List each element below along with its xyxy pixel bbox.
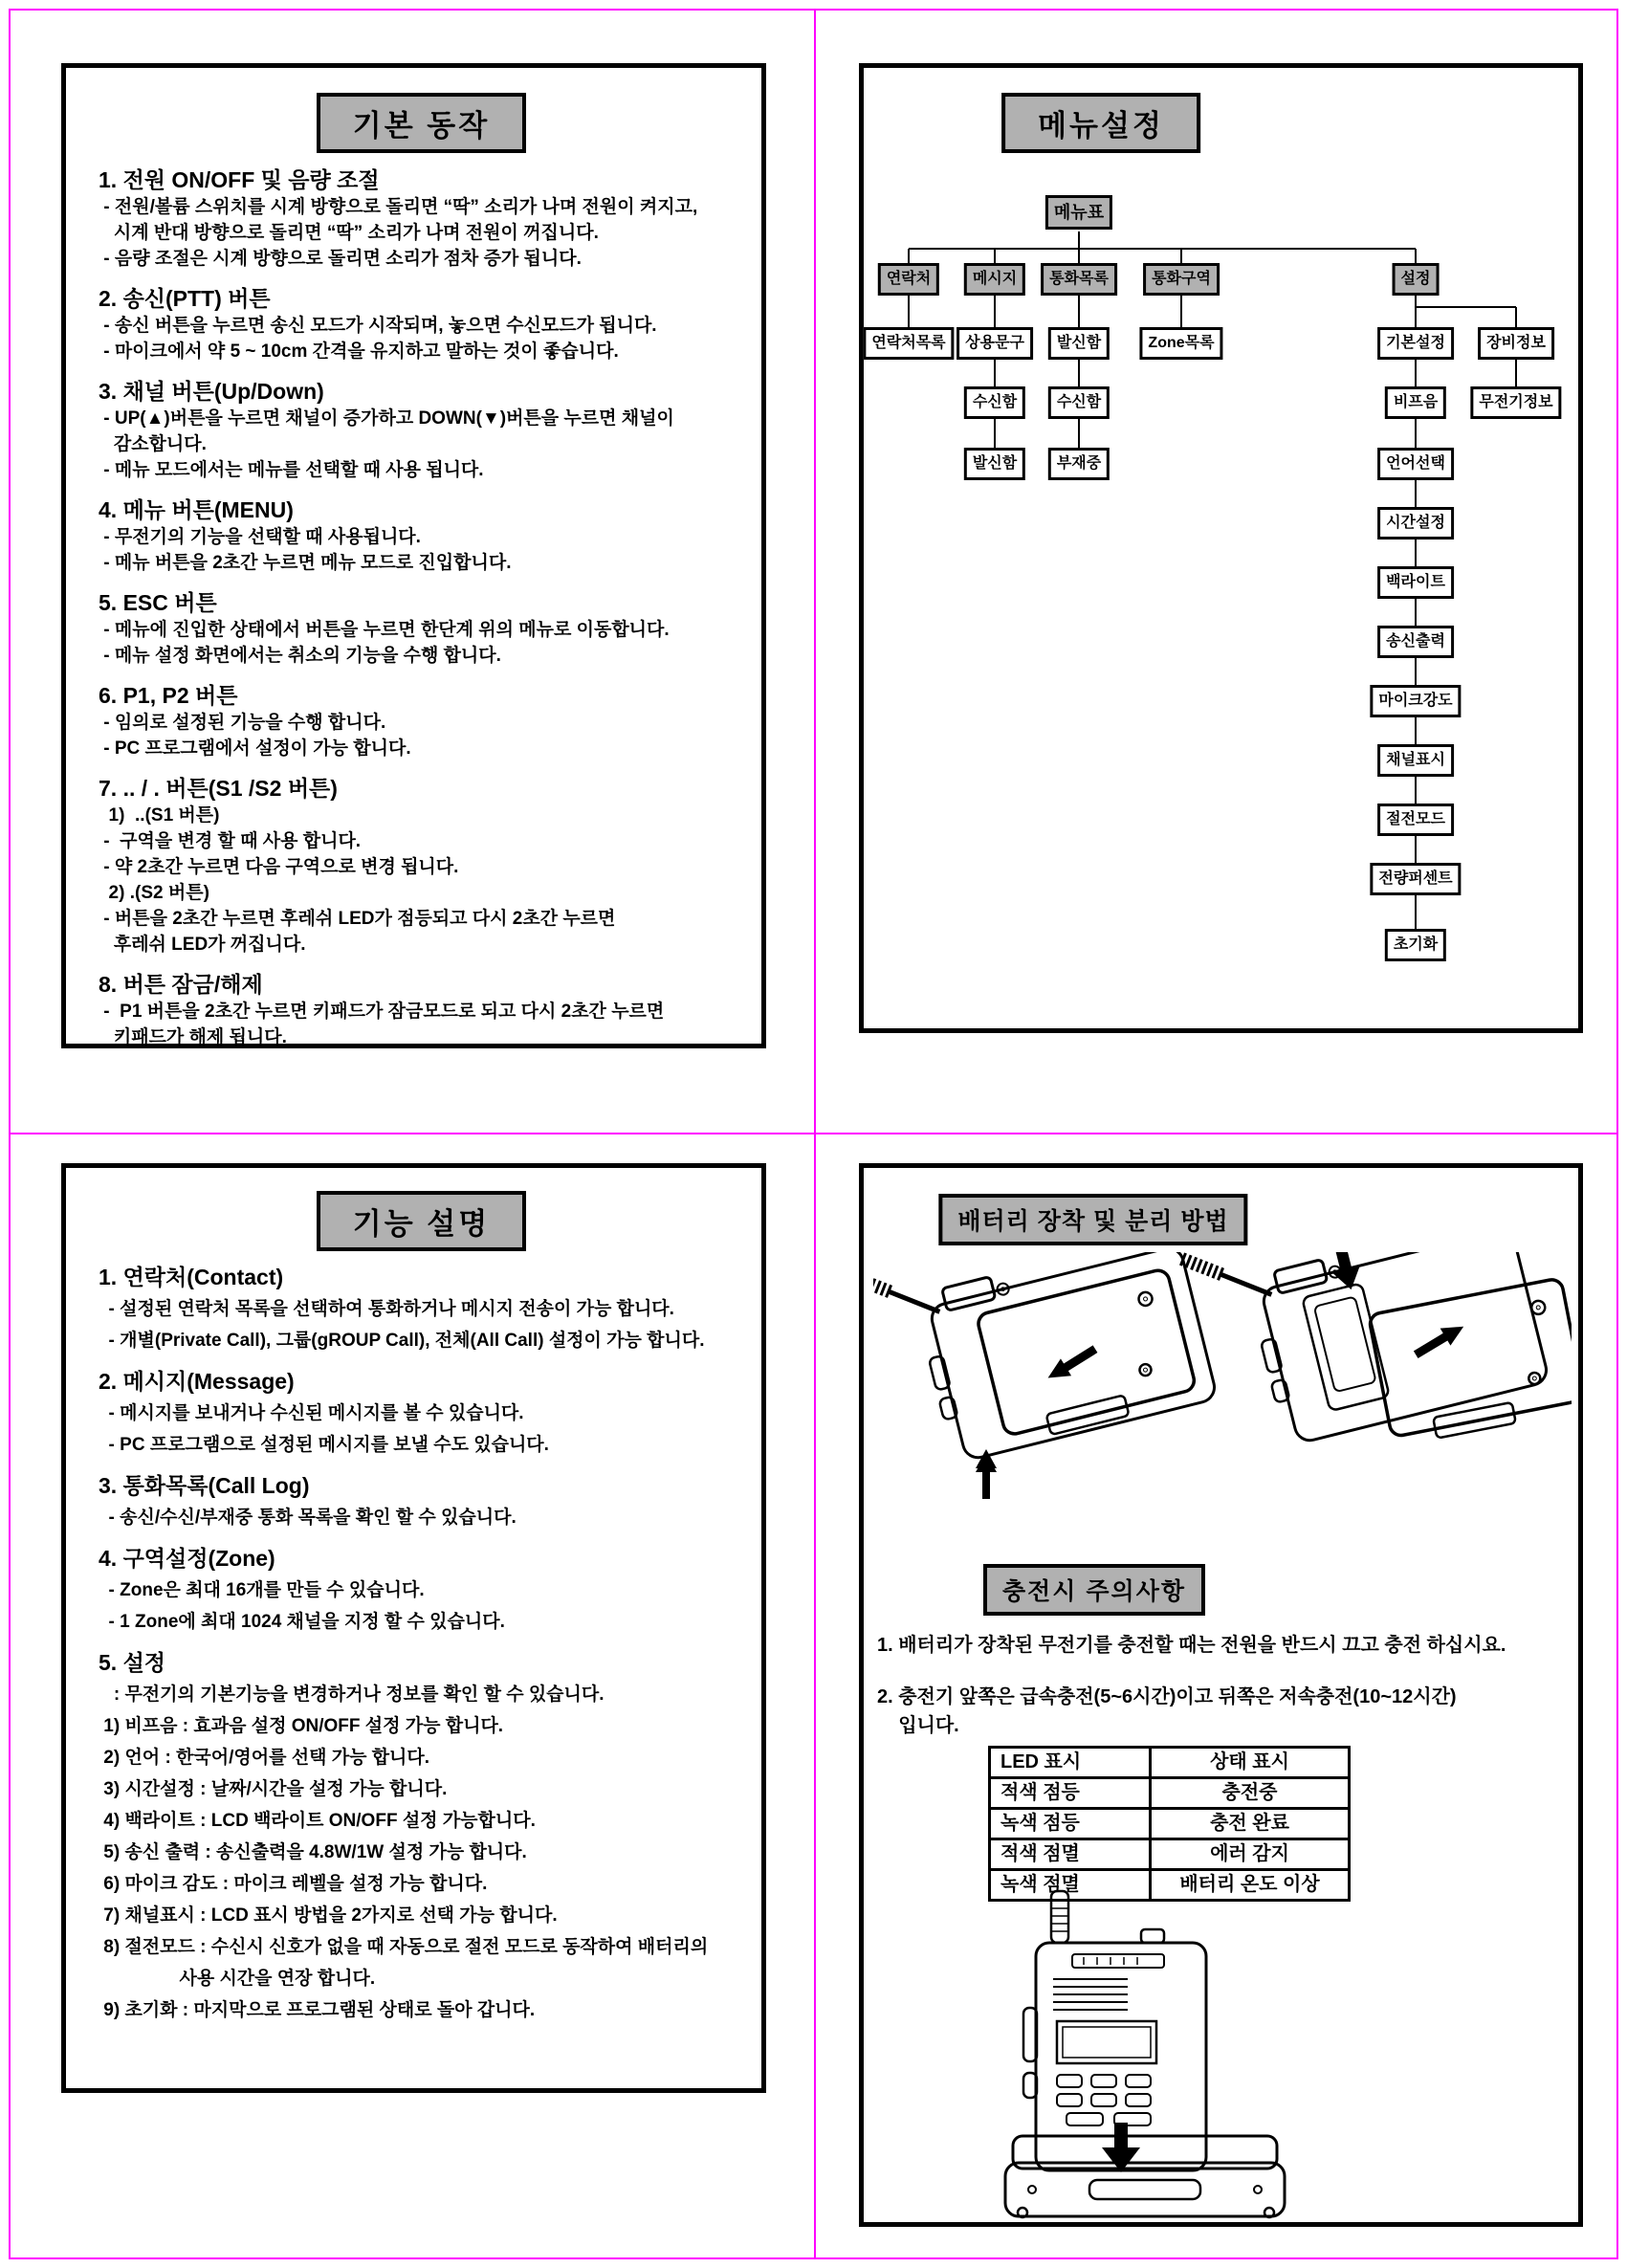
section-line: - 개별(Private Call), 그룹(gROUP Call), 전체(All Call) 설정이 가능 합니다. xyxy=(99,1331,705,1351)
menu-node-message: 메시지 xyxy=(964,263,1025,296)
section-line: - 송신/수신/부재중 통화 목록을 확인 할 수 있습니다. xyxy=(99,1508,517,1528)
section-line: - 무전기의 기능을 선택할 때 사용됩니다. xyxy=(99,527,421,547)
section-line: 5) 송신 출력 : 송신출력을 4.8W/1W 설정 가능 합니다. xyxy=(99,1842,527,1862)
panel-charging-title: 충전시 주의사항 xyxy=(983,1564,1205,1616)
section-heading: 5. 설정 xyxy=(99,1650,166,1675)
section-line: 3) 시간설정 : 날짜/시간을 설정 가능 합니다. xyxy=(99,1779,448,1799)
section-line: - 버튼을 2초간 누르면 후레쉬 LED가 점등되고 다시 2초간 누르면 xyxy=(99,909,616,929)
basic-section-p1p2 xyxy=(99,681,744,761)
menu-node-tx-power: 송신출력 xyxy=(1377,626,1454,658)
menu-node-language: 언어선택 xyxy=(1377,448,1454,480)
charging-note: 입니다. xyxy=(877,1715,959,1736)
section-line: - Zone은 최대 16개를 만들 수 있습니다. xyxy=(99,1580,425,1600)
section-line: - 전원/볼륨 스위치를 시계 방향으로 돌리면 “딱” 소리가 나며 전원이 켜지고, xyxy=(99,197,698,217)
crop-guide-horizontal xyxy=(9,1133,1618,1134)
charger-illustration xyxy=(998,1887,1294,2220)
flowchart-connectors xyxy=(864,68,1578,1028)
section-line: 2) .(S2 버튼) xyxy=(99,883,209,903)
section-heading: 1. 전원 ON/OFF 및 음량 조절 xyxy=(99,167,380,192)
section-line: 7) 채널표시 : LCD 표시 방법을 2가지로 선택 가능 합니다. xyxy=(99,1905,558,1926)
section-line: - 메뉴 버튼을 2초간 누르면 메뉴 모드로 진입합니다. xyxy=(99,553,512,573)
section-line: 2) 언어 : 한국어/영어를 선택 가능 합니다. xyxy=(99,1748,430,1768)
section-line: - 1 Zone에 최대 1024 채널을 지정 할 수 있습니다. xyxy=(99,1612,505,1632)
battery-attach-illustration xyxy=(873,1252,1572,1510)
panel-battery-charging xyxy=(859,1163,1583,2227)
section-line: 사용 시간을 연장 합니다. xyxy=(99,1969,376,1989)
panel-basic-title: 기본 동작 xyxy=(317,93,526,153)
menu-node-time: 시간설정 xyxy=(1377,507,1454,539)
panel-menu-title: 메뉴설정 xyxy=(1001,93,1200,153)
feature-section-settings xyxy=(99,1646,744,2026)
section-line: - 구역을 변경 할 때 사용 합니다. xyxy=(99,831,362,851)
menu-node-root: 메뉴표 xyxy=(1045,195,1112,230)
section-line: - 설정된 연락처 목록을 선택하여 통화하거나 메시지 전송이 가능 합니다. xyxy=(99,1299,674,1319)
section-line: 4) 백라이트 : LCD 백라이트 ON/OFF 설정 가능합니다. xyxy=(99,1811,536,1831)
basic-section-menu-btn xyxy=(99,495,744,576)
table-cell: 녹색 점등 xyxy=(990,1809,1151,1839)
panel-battery-title: 배터리 장착 및 분리 방법 xyxy=(938,1194,1247,1245)
menu-node-settings: 설정 xyxy=(1393,263,1440,296)
panel-menu-setting xyxy=(859,63,1583,1033)
section-line: - PC 프로그램으로 설정된 메시지를 보낼 수도 있습니다. xyxy=(99,1435,549,1455)
led-status-table xyxy=(988,1746,1351,1902)
menu-node-log-outgoing: 발신함 xyxy=(1048,327,1110,360)
panel-basic-operation xyxy=(61,63,766,1048)
section-heading: 7. .. / . 버튼(S1 /S2 버튼) xyxy=(99,776,338,801)
section-line: 9) 초기화 : 마지막으로 프로그램된 상태로 돌아 갑니다. xyxy=(99,2000,536,2020)
section-line: - PC 프로그램에서 설정이 가능 합니다. xyxy=(99,738,411,759)
section-line: 후레쉬 LED가 꺼집니다. xyxy=(99,935,306,955)
section-heading: 2. 송신(PTT) 버튼 xyxy=(99,286,271,311)
table-header-status: 상태 표시 xyxy=(1151,1748,1350,1778)
section-heading: 3. 채널 버튼(Up/Down) xyxy=(99,379,324,404)
table-cell: 적색 점등 xyxy=(990,1778,1151,1809)
feature-section-calllog xyxy=(99,1469,744,1533)
basic-section-esc xyxy=(99,588,744,669)
section-line: - P1 버튼을 2초간 누르면 키패드가 잠금모드로 되고 다시 2초간 누르면 xyxy=(99,1002,665,1022)
section-line: - 임의로 설정된 기능을 수행 합니다. xyxy=(99,713,386,733)
section-line: - 음량 조절은 시계 방향으로 돌리면 소리가 점차 증가 됩니다. xyxy=(99,249,582,269)
menu-node-zone: 통화구역 xyxy=(1143,263,1220,296)
section-line: 키패드가 해제 됩니다. xyxy=(99,1027,287,1047)
section-heading: 3. 통화목록(Call Log) xyxy=(99,1473,310,1498)
section-line: 1) ..(S1 버튼) xyxy=(99,805,220,826)
table-cell: 적색 점멸 xyxy=(990,1839,1151,1870)
table-cell: 배터리 온도 이상 xyxy=(1151,1870,1350,1901)
section-heading: 1. 연락처(Contact) xyxy=(99,1265,284,1289)
section-line: - 메뉴에 진입한 상태에서 버튼을 누르면 한단계 위의 메뉴로 이동합니다. xyxy=(99,620,670,640)
section-line: 1) 비프음 : 효과음 설정 ON/OFF 설정 가능 합니다. xyxy=(99,1716,504,1736)
charging-note: 1. 배터리가 장착된 무전기를 충전할 때는 전원을 반드시 끄고 충전 하십시요. xyxy=(877,1635,1506,1656)
table-cell: 에러 감지 xyxy=(1151,1839,1350,1870)
section-line: - UP(▲)버튼을 누르면 채널이 증가하고 DOWN(▼)버튼을 누르면 채널이 xyxy=(99,408,674,429)
section-heading: 2. 메시지(Message) xyxy=(99,1369,295,1394)
section-line: 6) 마이크 감도 : 마이크 레벨을 설정 가능 합니다. xyxy=(99,1874,488,1894)
feature-section-zone xyxy=(99,1542,744,1638)
basic-section-s1s2 xyxy=(99,774,744,958)
menu-node-backlight: 백라이트 xyxy=(1377,566,1454,599)
menu-node-msg-inbox: 수신함 xyxy=(964,386,1025,419)
menu-node-batt-percent: 전량퍼센트 xyxy=(1370,863,1461,895)
section-line: 시계 반대 방향으로 돌리면 “딱” 소리가 나며 전원이 꺼집니다. xyxy=(99,223,599,243)
table-cell: 충전중 xyxy=(1151,1778,1350,1809)
charging-note: 2. 충전기 앞쪽은 급속충전(5~6시간)이고 뒤쪽은 저속충전(10~12시간) xyxy=(877,1686,1457,1707)
menu-node-calllog: 통화목록 xyxy=(1041,263,1117,296)
section-heading: 8. 버튼 잠금/해제 xyxy=(99,972,263,997)
section-line: - 메뉴 모드에서는 메뉴를 선택할 때 사용 됩니다. xyxy=(99,460,484,480)
basic-section-ptt xyxy=(99,284,744,364)
section-line: - 마이크에서 약 5 ~ 10cm 간격을 유지하고 말하는 것이 좋습니다. xyxy=(99,341,619,362)
table-cell: 녹색 점멸 xyxy=(990,1870,1151,1901)
table-row xyxy=(990,1839,1350,1870)
table-cell: 충전 완료 xyxy=(1151,1809,1350,1839)
section-line: - 송신 버튼을 누르면 송신 모드가 시작되며, 놓으면 수신모드가 됩니다. xyxy=(99,316,657,336)
section-heading: 6. P1, P2 버튼 xyxy=(99,683,238,708)
menu-node-msg-outbox: 발신함 xyxy=(964,448,1025,480)
menu-node-beep: 비프음 xyxy=(1385,386,1446,419)
feature-section-contact xyxy=(99,1261,744,1356)
charging-notes xyxy=(877,1631,1506,1740)
feature-section-message xyxy=(99,1365,744,1461)
menu-node-reset: 초기화 xyxy=(1385,929,1446,961)
menu-node-contact-list: 연락처목록 xyxy=(863,327,954,360)
menu-node-log-missed: 부재중 xyxy=(1048,448,1110,480)
section-line: - 약 2초간 누르면 다음 구역으로 변경 됩니다. xyxy=(99,857,459,877)
menu-node-basic-setting: 기본설정 xyxy=(1377,327,1454,360)
basic-section-power xyxy=(99,165,744,272)
menu-node-device-info: 장비정보 xyxy=(1478,327,1554,360)
section-line: 8) 절전모드 : 수신시 신호가 없을 때 자동으로 절전 모드로 동작하여 배터리의 xyxy=(99,1937,709,1957)
section-line: 감소합니다. xyxy=(99,434,207,454)
section-line: : 무전기의 기본기능을 변경하거나 정보를 확인 할 수 있습니다. xyxy=(99,1684,605,1705)
menu-node-power-save: 절전모드 xyxy=(1377,804,1454,836)
basic-section-channel xyxy=(99,377,744,483)
section-heading: 4. 구역설정(Zone) xyxy=(99,1546,275,1571)
menu-node-contact: 연락처 xyxy=(878,263,939,296)
table-header-row xyxy=(990,1748,1350,1778)
menu-node-zone-list: Zone목록 xyxy=(1139,327,1222,360)
section-line: - 메시지를 보내거나 수신된 메시지를 볼 수 있습니다. xyxy=(99,1403,524,1423)
menu-node-radio-info: 무전기정보 xyxy=(1470,386,1561,419)
basic-section-keylock xyxy=(99,970,744,1050)
menu-node-mic-gain: 마이크강도 xyxy=(1370,685,1461,717)
table-row xyxy=(990,1778,1350,1809)
section-heading: 5. ESC 버튼 xyxy=(99,590,217,615)
menu-node-ch-display: 채널표시 xyxy=(1377,744,1454,777)
table-row xyxy=(990,1809,1350,1839)
section-line: - 메뉴 설정 화면에서는 취소의 기능을 수행 합니다. xyxy=(99,646,501,666)
section-heading: 4. 메뉴 버튼(MENU) xyxy=(99,497,294,522)
table-header-led: LED 표시 xyxy=(990,1748,1151,1778)
menu-node-log-incoming: 수신함 xyxy=(1048,386,1110,419)
panel-feature-description xyxy=(61,1163,766,2093)
panel-features-title: 기능 설명 xyxy=(317,1191,526,1251)
menu-node-canned-msg: 상용문구 xyxy=(956,327,1033,360)
